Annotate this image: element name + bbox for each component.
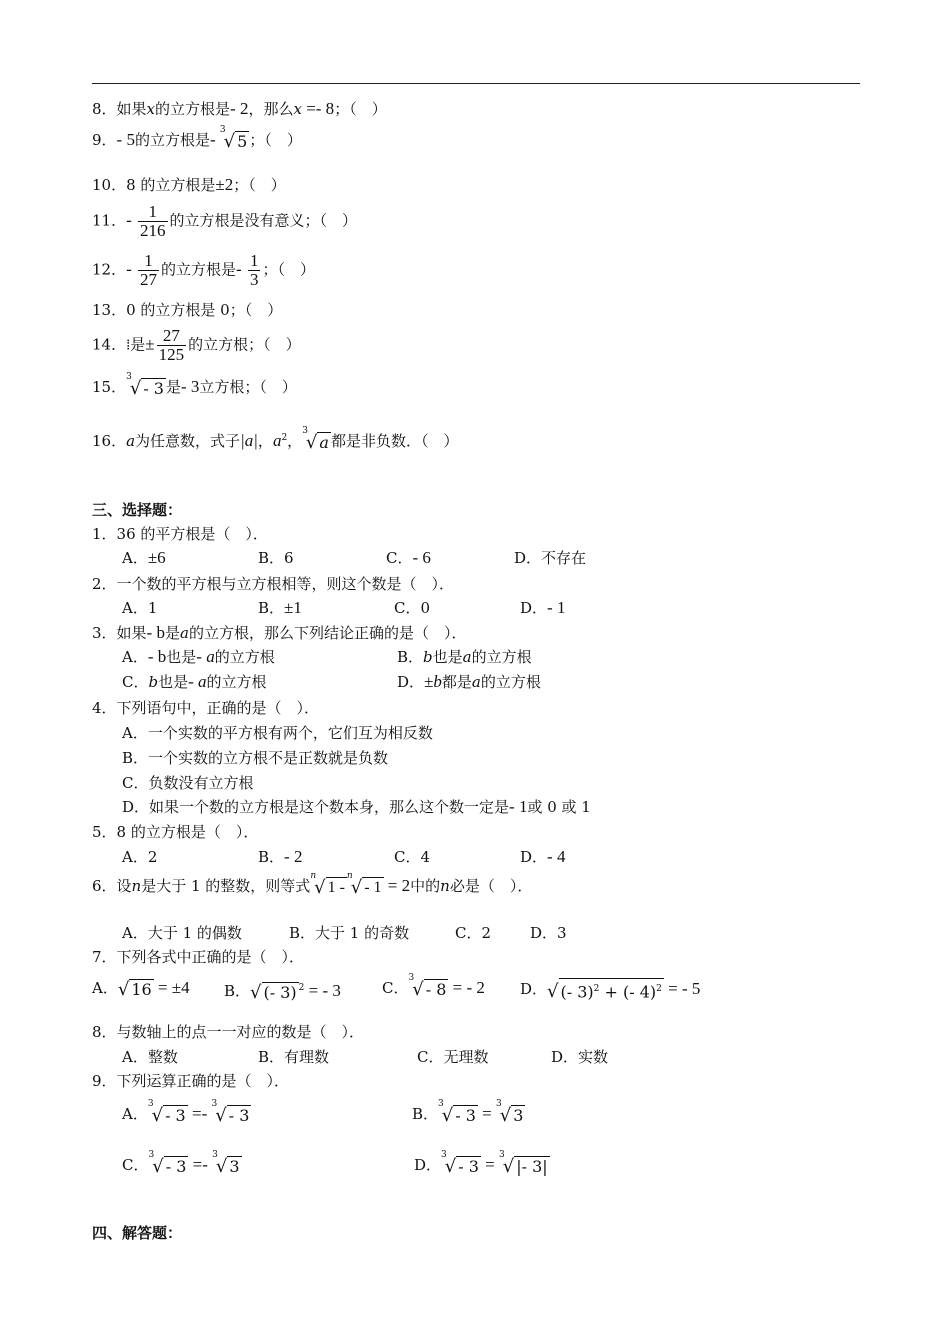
choice-q8-option-b: B．有理数: [258, 1048, 330, 1066]
choice-q2-option-b: B．±1: [258, 598, 302, 617]
cube-root: 3 √ 5: [219, 124, 248, 152]
judge-item-9: 9．- 5的立方根是- 3 √ 5 ；（ ）: [92, 124, 302, 152]
garbled-symbol: ⁞: [126, 335, 131, 354]
nth-root: n √ 1 -: [310, 870, 345, 898]
choice-q6-option-c: C．2: [455, 924, 492, 942]
choice-q4-option-c: C．负数没有立方根: [122, 774, 254, 792]
nth-root: n √ - 1: [346, 870, 382, 898]
fraction: $\frac{1}{27}$: [140, 251, 158, 289]
choice-q7: 7．下列各式中正确的是（ ）．: [92, 948, 305, 966]
choice-q2-option-c: C．0: [394, 599, 431, 617]
choice-q2-option-a: A．1: [122, 599, 158, 617]
choice-q3-option-c: C．b也是- a的立方根: [122, 672, 267, 691]
header-rule: [92, 83, 860, 84]
choice-q3-option-d: D．±b都是a的立方根: [397, 672, 541, 691]
choice-q6: 6．设n是大于 1 的整数，则等式 n √ 1 - n √ - 1 = 2中的n必是（ ）．: [92, 870, 533, 898]
choice-q5-option-b: B．- 2: [258, 847, 303, 866]
section-title-answer: 四、解答题：: [92, 1224, 183, 1242]
choice-q9: 9．下列运算正确的是（ ）．: [92, 1072, 290, 1090]
choice-q6-option-b: B．大于 1 的奇数: [289, 924, 410, 942]
choice-q6-option-a: A．大于 1 的偶数: [122, 924, 242, 942]
choice-q1-option-a: A．±6: [122, 548, 166, 567]
cube-root: 3 √ - 3: [126, 371, 164, 399]
choice-q2: 2．一个数的平方根与立方根相等，则这个数是（ ）．: [92, 575, 455, 593]
choice-q7-option-a: A． √ 16 = ±4: [92, 978, 190, 1000]
choice-q4-option-a: A．一个实数的平方根有两个，它们互为相反数: [122, 724, 433, 742]
choice-q1-option-b: B．6: [258, 549, 294, 567]
choice-q9-option-a: A． 3 √ - 3 =- 3 √ - 3: [122, 1098, 250, 1126]
choice-q4-option-b: B．一个实数的立方根不是正数就是负数: [122, 749, 389, 767]
choice-q3-option-b: B．b也是a的立方根: [397, 648, 532, 666]
choice-q2-option-d: D．- 1: [520, 598, 566, 617]
judge-item-12: 12．- $\frac{1}{27}$ 的立方根是- $\frac{1}{3}$ ；（ ）: [92, 251, 315, 289]
choice-q5-option-d: D．- 4: [520, 847, 566, 866]
judge-item-15: 15． 3 √ - 3 是- 3立方根；（ ）: [92, 371, 297, 399]
choice-q7-option-d: D． √ (- 3)$^2$ + (- 4)$^2$ = - 5: [520, 979, 701, 1003]
choice-q5-option-a: A．2: [122, 848, 158, 866]
choice-q8-option-a: A．整数: [122, 1048, 178, 1066]
choice-q5-option-c: C．4: [394, 848, 431, 866]
choice-q1-option-c: C．- 6: [386, 548, 431, 567]
choice-q8-option-d: D．实数: [551, 1048, 609, 1066]
judge-item-11: 11．- $\frac{1}{216}$ 的立方根是没有意义；（ ）: [92, 202, 358, 240]
choice-q5: 5．8 的立方根是（ ）．: [92, 823, 259, 841]
choice-q6-option-d: D．3: [530, 924, 567, 942]
fraction: $\frac{27}{125}$: [158, 326, 185, 364]
cube-root: 3 √ a: [302, 425, 329, 453]
choice-q1: 1．36 的平方根是（ ）．: [92, 525, 268, 543]
choice-q4-option-d: D．如果一个数的立方根是这个数本身，那么这个数一定是- 1或 0 或 1: [122, 797, 591, 816]
fraction: $\frac{1}{216}$: [140, 202, 166, 240]
choice-q7-option-c: C． 3 √ - 8 = - 2: [382, 972, 485, 1000]
choice-q3-option-a: A．- b也是- a的立方根: [122, 647, 275, 666]
judge-item-14: 14．⁞是± $\frac{27}{125}$ 的立方根；（ ）: [92, 326, 301, 364]
judge-item-10: 10．8 的立方根是±2；（ ）: [92, 175, 286, 194]
choice-q1-option-d: D．不存在: [514, 549, 587, 567]
choice-q9-option-c: C． 3 √ - 3 =- 3 √ 3: [122, 1149, 240, 1177]
choice-q8: 8．与数轴上的点一一对应的数是（ ）．: [92, 1023, 365, 1041]
choice-q3: 3．如果- b是a的立方根，那么下列结论正确的是（ ）．: [92, 623, 467, 642]
choice-q9-option-b: B． 3 √ - 3 = 3 √ 3: [412, 1098, 524, 1126]
judge-item-13: 13．0 的立方根是 0；（ ）: [92, 301, 283, 319]
judge-item-8: 8．如果x的立方根是- 2，那么x =- 8；（ ）: [92, 99, 387, 118]
choice-q7-option-b: B． √ (- 3) $^2$ = - 3: [224, 981, 341, 1003]
choice-q8-option-c: C．无理数: [417, 1048, 489, 1066]
fraction: $\frac{1}{3}$: [249, 251, 259, 289]
choice-q9-option-d: D． 3 √ - 3 = 3 √ |- 3|: [414, 1149, 548, 1177]
judge-item-16: 16．a为任意数，式子|a|，$a^2$， 3 √ a 都是非负数．（ ）: [92, 425, 459, 453]
choice-q4: 4．下列语句中，正确的是（ ）．: [92, 699, 320, 717]
section-title-choice: 三、选择题：: [92, 501, 183, 519]
